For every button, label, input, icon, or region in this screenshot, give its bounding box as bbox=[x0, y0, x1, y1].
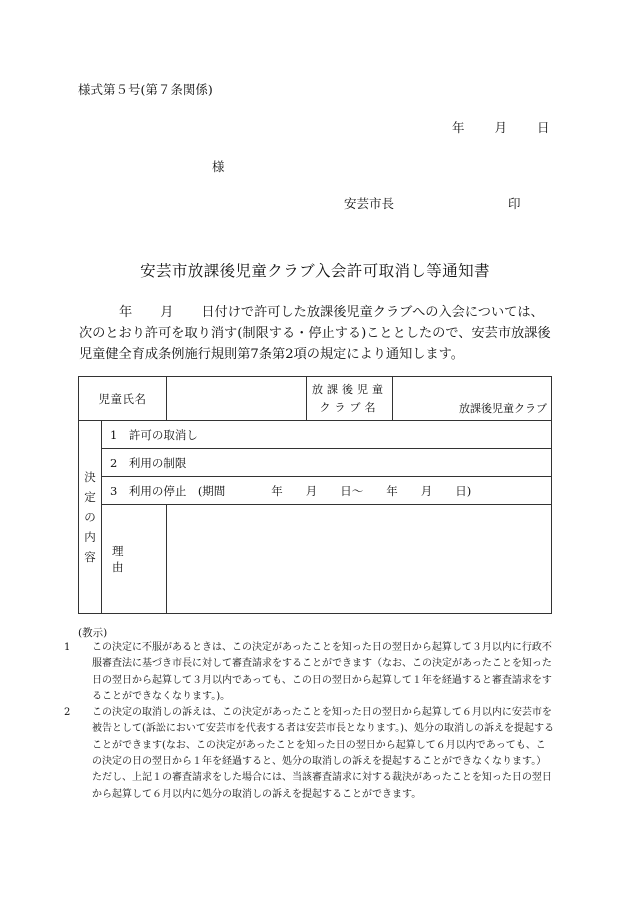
option-revoke: 1 許可の取消し bbox=[102, 421, 552, 449]
decision-label-char: 内 bbox=[84, 530, 96, 544]
body-paragraph: 日付けで許可した放課後児童クラブへの入会については、次のとおり許可を取り消す(制限する・停止する)こととしたので、安芸市放課後児童健全育成条例施行規則第7条第2項の規定により通知します。 bbox=[79, 305, 551, 362]
club-name-label-line1: 放課後児童 bbox=[312, 382, 387, 396]
notes bbox=[64, 640, 555, 803]
option-suspend: 3 利用の停止 (期間 年 月 日〜 年 月 日) bbox=[102, 477, 552, 505]
decision-label-char: 容 bbox=[84, 550, 96, 564]
date-year: 年 bbox=[452, 120, 465, 135]
decision-content-label bbox=[79, 421, 102, 614]
option-restrict: 2 利用の制限 bbox=[102, 449, 552, 477]
body-month: 月 bbox=[160, 305, 174, 320]
club-name-label bbox=[307, 377, 393, 421]
notes-header: (教示) bbox=[78, 627, 108, 639]
club-name-value: 放課後児童クラブ bbox=[393, 377, 552, 421]
decision-table bbox=[78, 376, 552, 614]
body-text bbox=[79, 302, 555, 365]
club-name-label-line2: クラブ名 bbox=[319, 400, 380, 414]
decision-label-char: の bbox=[84, 510, 96, 524]
document-title: 安芸市放課後児童クラブ入会許可取消し等通知書 bbox=[140, 262, 490, 280]
date-month: 月 bbox=[494, 120, 508, 135]
issuer: 安芸市長 bbox=[344, 196, 395, 211]
decision-label-char: 決 bbox=[84, 470, 96, 484]
note-number: 2 bbox=[64, 707, 71, 719]
note-item bbox=[64, 705, 555, 803]
date-day: 日 bbox=[537, 120, 550, 135]
addressee: 様 bbox=[212, 159, 225, 174]
note-text: この決定の取消しの訴えは、この決定があったことを知った日の翌日から起算して６月以内に安芸市を被告として(訴訟において安芸市を代表する者は安芸市長となります。)、処分の取消しの訴えを提起することができます(なお、この決定があったことを知った日の翌日から起算して６月以内であっても、この決定の日の翌日から１年を経過すると、処分の取消しの訴えを提起することができなくなります。）ただし、上記１の審査請求をした場合には、当該審査請求に対する裁決があったことを知った日の翌日から起算して６月以内に処分の取消しの訴えを提起することができます。 bbox=[92, 707, 555, 800]
body-year: 年 bbox=[119, 305, 133, 320]
child-name-value bbox=[167, 377, 307, 421]
note-text: この決定に不服があるときは、この決定があったことを知った日の翌日から起算して３月以内に行政不服審査法に基づき市長に対して審査請求をすることができます（なお、この決定があったことを知った日の翌日から起算して３月以内であっても、この日の翌日から起算して１年を経過すると審査請求をすることができなくなります。)。 bbox=[92, 642, 552, 702]
reason-label: 理 由 bbox=[102, 505, 167, 614]
note-item bbox=[64, 640, 554, 705]
child-name-label: 児童氏名 bbox=[79, 377, 167, 421]
decision-label-char: 定 bbox=[84, 490, 96, 504]
form-number: 様式第５号(第７条関係) bbox=[78, 82, 213, 97]
seal-mark: 印 bbox=[508, 196, 521, 211]
reason-value bbox=[167, 505, 552, 614]
note-number: 1 bbox=[64, 642, 71, 653]
date-line bbox=[452, 118, 550, 136]
